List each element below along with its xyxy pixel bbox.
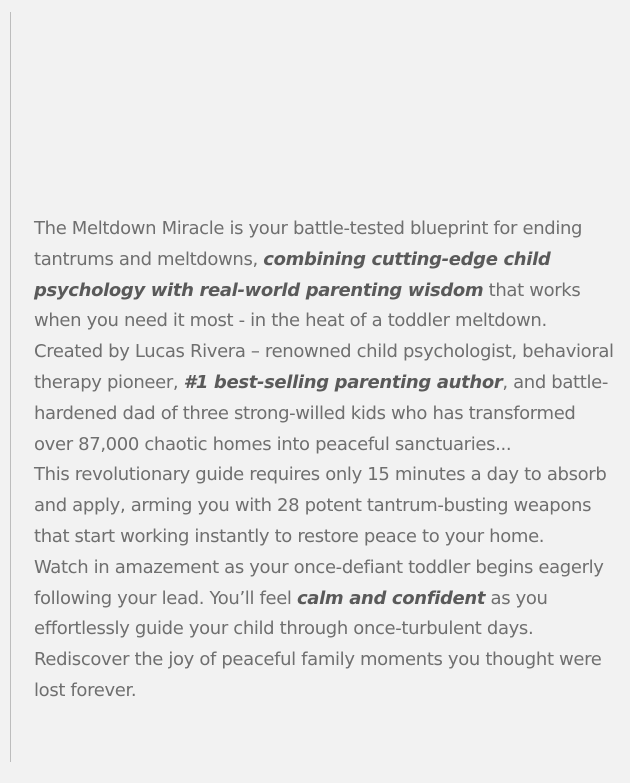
text-segment: Watch in amazement as your once-defiant toddler begins eagerly following your lead. You’ll feel [34,556,604,609]
text-segment: , and battle-hardened dad of three strong-willed kids who has transformed over 87,000 chaotic homes into peaceful sanctuaries... [34,371,608,455]
left-vertical-rule [10,12,11,762]
text-segment: This revolutionary guide requires only 15 minutes a day to absorb and apply, arming you with 28 potent tantrum-busting weapons that start working instantly to restore peace to your home. [34,464,607,547]
paragraph-outcome [34,553,618,707]
emphasis-text: calm and confident [296,587,486,609]
emphasis-text: combining cutting-edge child psychology with real-world parenting wisdom [34,248,551,301]
description-text-block [34,214,618,707]
paragraph-intro [34,214,618,460]
text-segment: The Meltdown Miracle is your battle-tested blueprint for ending tantrums and meltdowns, [34,218,583,270]
text-segment: as you effortlessly guide your child through once-turbulent days. Rediscover the joy of peaceful family moments you thought were lost forever. [34,587,602,701]
emphasis-text: #1 best-selling parenting author [183,371,503,393]
text-segment: that works when you need it most - in the heat of a toddler meltdown. Created by Lucas Rivera – renowned child psychologist, behavioral therapy pioneer, [34,279,614,393]
paragraph-guide [34,460,618,552]
